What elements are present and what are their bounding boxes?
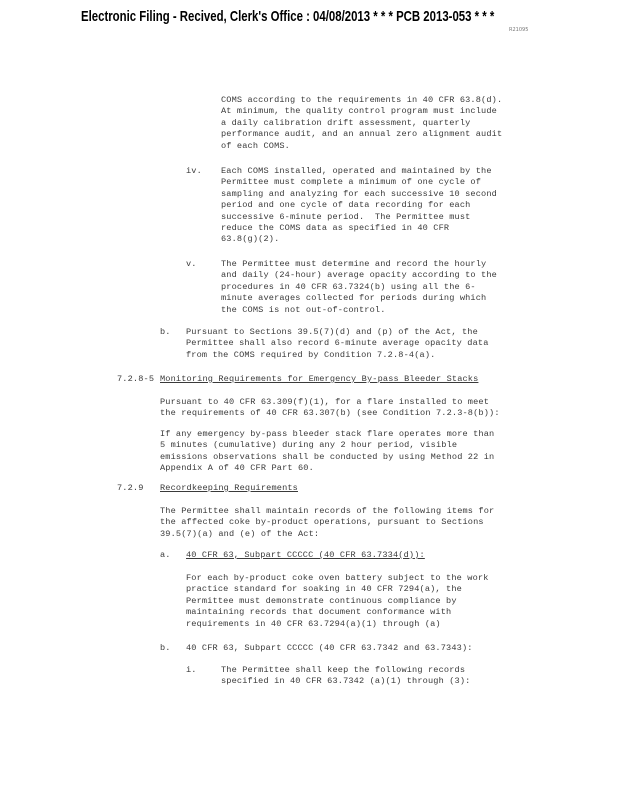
item-a-marker: a.: [160, 550, 171, 560]
page-id: R21095: [509, 27, 529, 33]
item-i-marker: i.: [186, 665, 197, 675]
item-b2-heading: 40 CFR 63, Subpart CCCCC (40 CFR 63.7342 and 63.7343):: [186, 643, 473, 653]
item-b-text: Pursuant to Sections 39.5(7)(d) and (p) of the Act, the Permittee shall also record 6-minute average opacity data from the COMS required by Condition 7.2.8-4(a).: [186, 327, 489, 360]
item-v-text: The Permittee must determine and record the hourly and daily (24-hour) average opacity according to the procedures in 40 CFR 63.7324(b) using all the 6- minute averages collected for periods during which the COMS is not out-of-control.: [221, 259, 497, 315]
section-728-paragraph-2: If any emergency by-pass bleeder stack flare operates more than 5 minutes (cumulative) during any 2 hour period, visible emissions observations shall be conducted by using Method 22 in Appendix A of 40 CFR Part 60.: [160, 429, 495, 474]
section-728-heading: Monitoring Requirements for Emergency By-pass Bleeder Stacks: [160, 374, 479, 384]
section-729-paragraph: The Permittee shall maintain records of the following items for the affected coke by-product operations, pursuant to Sections 39.5(7)(a) and (e) of the Act:: [160, 506, 495, 539]
item-b-marker: b.: [160, 327, 171, 337]
item-iv-text: Each COMS installed, operated and maintained by the Permittee must complete a minimum of one cycle of sampling and analyzing for each successive 10 second period and one cycle of data recording for each successive 6-minute period. The Permittee must reduce the COMS data as specified in 40 CFR 63.8(g)(2).: [221, 166, 497, 245]
item-i-text: The Permittee shall keep the following records specified in 40 CFR 63.7342 (a)(1) through (3):: [221, 665, 471, 687]
section-729-heading: Recordkeeping Requirements: [160, 483, 298, 493]
item-a-heading: 40 CFR 63, Subpart CCCCC (40 CFR 63.7334(d)):: [186, 550, 425, 560]
paragraph-coms-qc: COMS according to the requirements in 40 CFR 63.8(d). At minimum, the quality control program must include a daily calibration drift assessment, quarterly performance audit, and an annual zero alignment audit of each COMS.: [221, 95, 503, 151]
item-iv-marker: iv.: [186, 166, 202, 176]
item-b2-marker: b.: [160, 643, 171, 653]
filing-header: Electronic Filing - Recived, Clerk's Office : 04/08/2013 * * * PCB 2013-053 * * *: [81, 8, 495, 25]
section-728-paragraph-1: Pursuant to 40 CFR 63.309(f)(1), for a flare installed to meet the requirements of 40 CFR 63.307(b) (see Condition 7.2.3-8(b)):: [160, 397, 500, 419]
item-v-marker: v.: [186, 259, 197, 269]
item-a-text: For each by-product coke oven battery subject to the work practice standard for soaking in 40 CFR 7294(a), the Permittee must demonstrate continuous compliance by maintaining records that document conformance with requirements in 40 CFR 63.7294(a)(1) through (a): [186, 573, 489, 629]
section-729-number: 7.2.9: [117, 483, 144, 493]
section-728-number: 7.2.8-5: [117, 374, 155, 384]
